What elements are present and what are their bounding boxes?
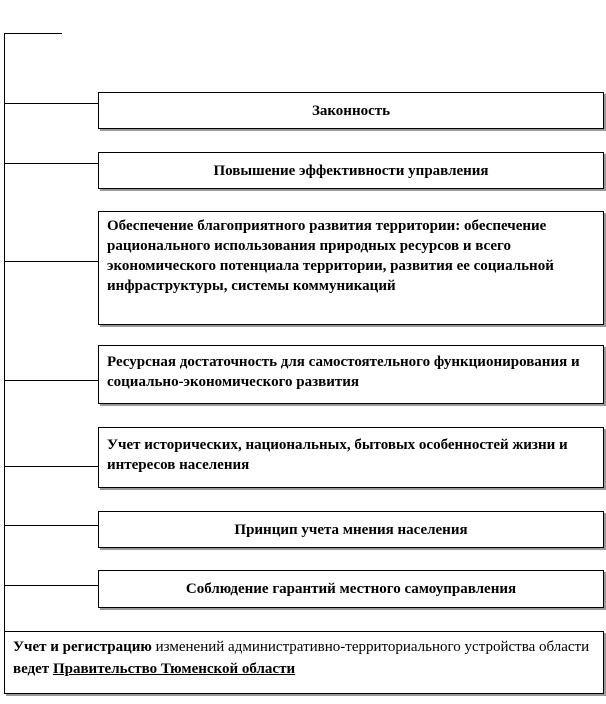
principle-label: Обеспечение благоприятного развития территории: обеспечение рационального использования природных ресурсов и всего экономического потенциала территории, развития ее социальной инфраструктуры, системы коммуникаций [107, 218, 554, 294]
principle-label: Повышение эффективности управления [213, 162, 489, 179]
principle-box-historical-features [98, 427, 604, 488]
note-part-3: ведет [13, 661, 50, 677]
principle-box-public-opinion [98, 511, 604, 548]
principle-box-efficiency [98, 152, 604, 189]
connector-line-6 [4, 525, 98, 526]
principle-box-territory-development [98, 211, 604, 325]
principle-label: Учет исторических, национальных, бытовых особенностей жизни и интересов населения [107, 437, 568, 473]
principle-label: Ресурсная достаточность для самостоятельного функционирования и социально-экономического развития [107, 354, 580, 390]
principle-box-self-government [98, 570, 604, 608]
principle-box-resource-sufficiency [98, 345, 604, 404]
connector-line-1 [4, 103, 98, 104]
note-part-5: Правительство Тюменской области [52, 661, 296, 677]
vertical-spine-line [4, 33, 5, 694]
registration-note-box [4, 631, 604, 694]
note-part-2: изменений административно-территориального устройства области [151, 639, 590, 655]
connector-line-3 [4, 261, 98, 262]
connector-line-2 [4, 163, 98, 164]
principle-label: Соблюдение гарантий местного самоуправления [185, 581, 517, 597]
note-part-1: Учет и регистрацию [13, 639, 152, 655]
principle-box-legality [98, 92, 604, 129]
principle-label: Принцип учета мнения населения [234, 521, 468, 538]
top-stub-line [4, 33, 62, 34]
principle-label: Законность [311, 102, 391, 119]
connector-line-7 [4, 585, 98, 586]
connector-line-5 [4, 466, 98, 467]
connector-line-4 [4, 380, 98, 381]
